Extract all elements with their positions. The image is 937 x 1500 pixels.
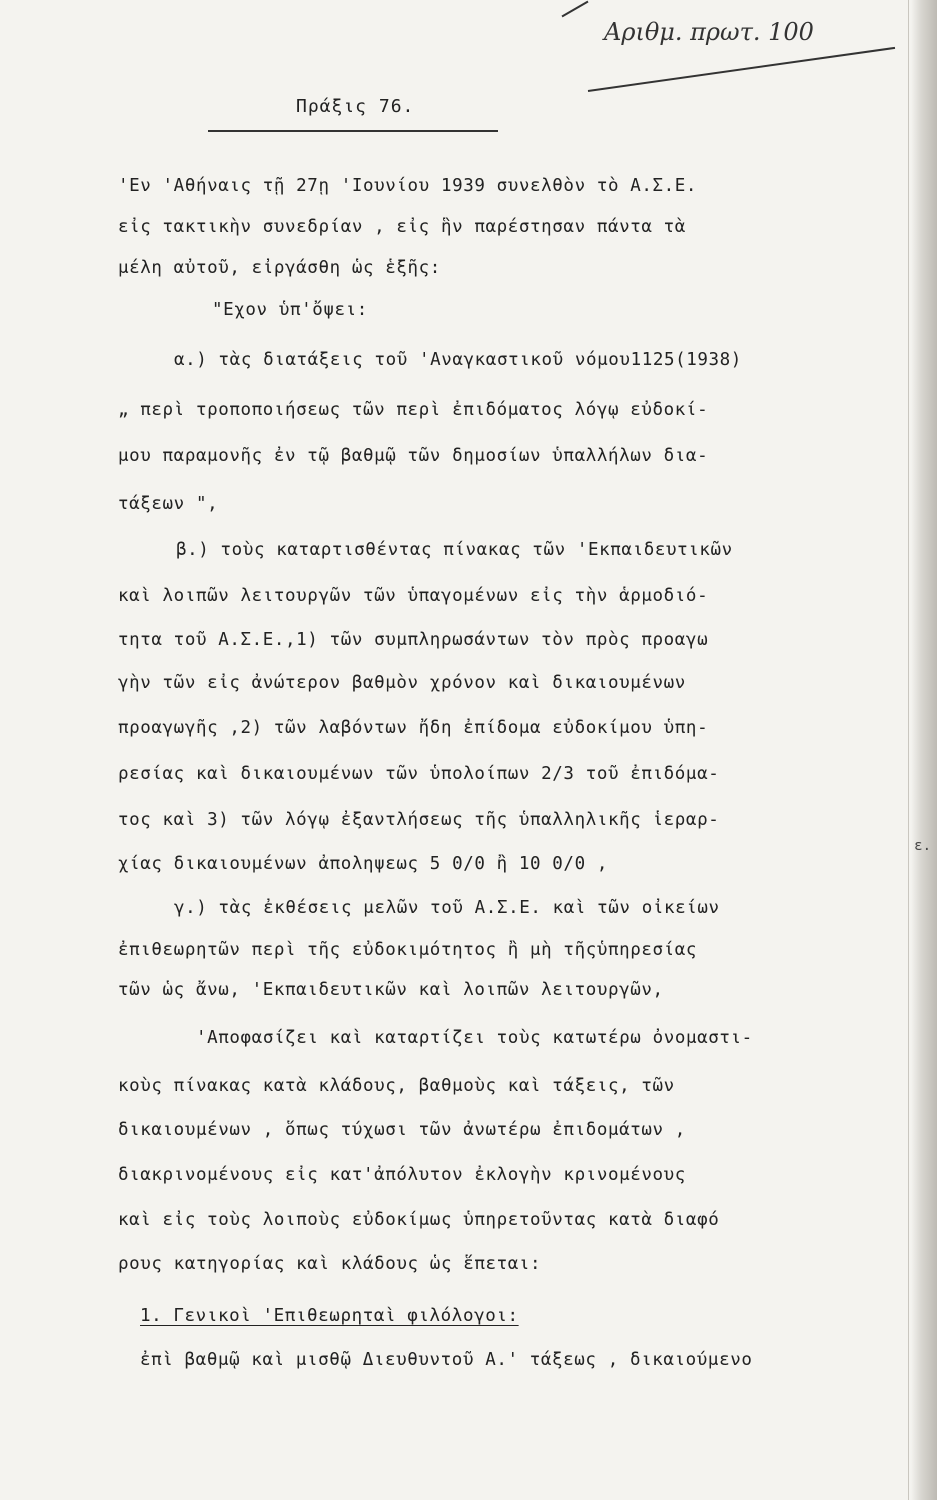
- text-line: γὴν τῶν εἰς ἀνώτερον βαθμὸν χρόνον καὶ δικαιουμένων: [118, 673, 686, 693]
- text-line: „ περὶ τροποποιήσεως τῶν περὶ ἐπιδόματος λόγῳ εὐδοκί-: [118, 400, 709, 420]
- text-line: διακρινομένους εἰς κατ'ἀπόλυτον ἐκλογὴν κρινομένους: [118, 1165, 686, 1185]
- text-line: τητα τοῦ Α.Σ.Ε.,1) τῶν συμπληρωσάντων τὸν πρὸς προαγω: [118, 630, 709, 650]
- text-line: "Εχον ὑπ'ὄψει:: [212, 300, 368, 320]
- text-line: μου παραμονῆς ἐν τῷ βαθμῷ τῶν δημοσίων ὑπαλλήλων δια-: [118, 446, 709, 466]
- text-line: ἐπιθεωρητῶν περὶ τῆς εὐδοκιμότητος ἢ μὴ τῆςὑπηρεσίας: [118, 940, 698, 960]
- text-line: ἐπὶ βαθμῷ καὶ μισθῷ Διευθυντοῦ Α.' τάξεως , δικαιούμενο: [140, 1350, 753, 1370]
- handwritten-note: [598, 6, 898, 66]
- text-line: β.) τοὺς καταρτισθέντας πίνακας τῶν 'Εκπαιδευτικῶν: [176, 540, 733, 560]
- text-line: γ.) τὰς ἐκθέσεις μελῶν τοῦ Α.Σ.Ε. καὶ τῶν οἰκείων: [174, 898, 720, 918]
- margin-mark: ε.: [914, 838, 931, 854]
- text-line: τῶν ὡς ἄνω, 'Εκπαιδευτικῶν καὶ λοιπῶν λειτουργῶν,: [118, 980, 664, 1000]
- text-line: α.) τὰς διατάξεις τοῦ 'Αναγκαστικοῦ νόμου1125(1938): [174, 350, 742, 370]
- text-line: ρους κατηγορίας καὶ κλάδους ὡς ἕπεται:: [118, 1254, 542, 1274]
- text-line: ρεσίας καὶ δικαιουμένων τῶν ὑπολοίπων 2/3 τοῦ ἐπιδόμα-: [118, 764, 720, 784]
- page-edge-line: [908, 0, 909, 1500]
- text-line: 'Αποφασίζει καὶ καταρτίζει τοὺς κατωτέρω ὀνομαστι-: [196, 1028, 753, 1048]
- title-underline: [208, 130, 498, 132]
- handwritten-stroke: [562, 1, 589, 18]
- text-line: χίας δικαιουμένων ἀποληψεως 5 0/0 ἢ 10 0/0 ,: [118, 854, 608, 874]
- text-line: τάξεων ",: [118, 494, 219, 514]
- text-line: καὶ λοιπῶν λειτουργῶν τῶν ὑπαγομένων εἰς τὴν ἁρμοδιό-: [118, 586, 709, 606]
- text-line: τος καὶ 3) τῶν λόγῳ ἐξαντλήσεως τῆς ὑπαλληλικῆς ἱεραρ-: [118, 810, 720, 830]
- text-line: κοὺς πίνακας κατὰ κλάδους, βαθμοὺς καὶ τάξεις, τῶν: [118, 1076, 675, 1096]
- text-line: προαγωγῆς ,2) τῶν λαβόντων ἤδη ἐπίδομα εὐδοκίμου ὑπη-: [118, 718, 709, 738]
- handwritten-note-text: Αριθμ. πρωτ. 100: [604, 18, 814, 46]
- text-line: μέλη αὐτοῦ, εἰργάσθη ὡς ἑξῆς:: [118, 258, 441, 278]
- page-title: Πράξις 76.: [296, 96, 415, 117]
- text-line: εἰς τακτικὴν συνεδρίαν , εἰς ἣν παρέστησαν πάντα τὰ: [118, 217, 686, 237]
- text-line: καὶ εἰς τοὺς λοιποὺς εὐδοκίμως ὑπηρετοῦντας κατὰ διαφό: [118, 1210, 720, 1230]
- page-edge-shadow: [911, 0, 937, 1500]
- section-heading: 1. Γενικοὶ 'Επιθεωρηταὶ φιλόλογοι:: [140, 1306, 519, 1326]
- text-line: 'Εν 'Αθήναις τῇ 27ῃ 'Ιουνίου 1939 συνελθὸν τὸ Α.Σ.Ε.: [118, 176, 698, 196]
- text-line: δικαιουμένων , ὅπως τύχωσι τῶν ἀνωτέρω ἐπιδομάτων ,: [118, 1120, 686, 1140]
